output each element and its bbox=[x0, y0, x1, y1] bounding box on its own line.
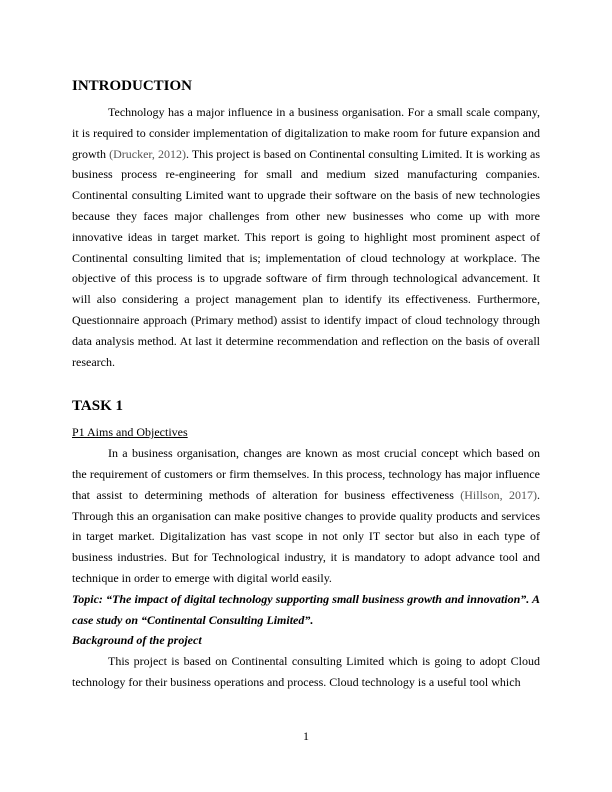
aims-citation: (Hillson, 2017) bbox=[460, 487, 537, 502]
introduction-paragraph bbox=[72, 102, 540, 372]
introduction-heading: INTRODUCTION bbox=[72, 78, 193, 94]
background-paragraph: This project is based on Continental consulting Limited which is going to adopt Cloud technology for their business operations and process. Cloud technology is a useful tool which bbox=[72, 654, 540, 689]
intro-text-part2: . This project is based on Continental consulting Limited. It is working as business process re-engineering for small and medium sized manufacturing companies. Continental consulting Limited want to upgrade their software on the basis of new technologies because they faces major challenges from other new businesses who come up with more innovative ideas in target market. This report is going to highlight most prominent aspect of Continental consulting limited that is; implementation of cloud technology at workplace. The objective of this process is to upgrade software of firm through technological advancement. It will also considering a project management plan to identify its effectiveness. Furthermore, Questionnaire approach (Primary method) assist to identify impact of cloud technology through data analysis method. At last it determine recommendation and reflection on the basis of overall research. bbox=[72, 146, 540, 369]
aims-paragraph bbox=[72, 443, 540, 589]
aims-text-part1: In a business organisation, changes are known as most crucial concept which based on the requirement of customers or firm themselves. In this process, technology has major influence that assist to determining methods of alteration for business effectiveness bbox=[72, 446, 540, 502]
intro-text-part1: Technology has a major influence in a business organisation. For a small scale company, it is required to consider implementation of digitalization to make room for future expansion and growth bbox=[72, 105, 540, 161]
task1-heading: TASK 1 bbox=[72, 398, 123, 415]
topic-statement: Topic: “The impact of digital technology supporting small business growth and innovation”. A case study on “Continental Consulting Limited”. bbox=[72, 591, 540, 627]
background-heading: Background of the project bbox=[72, 633, 202, 648]
page-number: 1 bbox=[303, 729, 309, 743]
aims-objectives-subheading: P1 Aims and Objectives bbox=[72, 425, 188, 440]
page-content bbox=[72, 76, 540, 693]
aims-text-part2: . Through this an organisation can make positive changes to provide quality products and services in target market. Digitalization has vast scope in not only IT sector but also in each type of business industries. But for Technological industry, it is mandatory to adopt advance tool and technique in order to emerge with digital world easily. bbox=[72, 487, 540, 585]
intro-citation: (Drucker, 2012) bbox=[109, 146, 186, 161]
